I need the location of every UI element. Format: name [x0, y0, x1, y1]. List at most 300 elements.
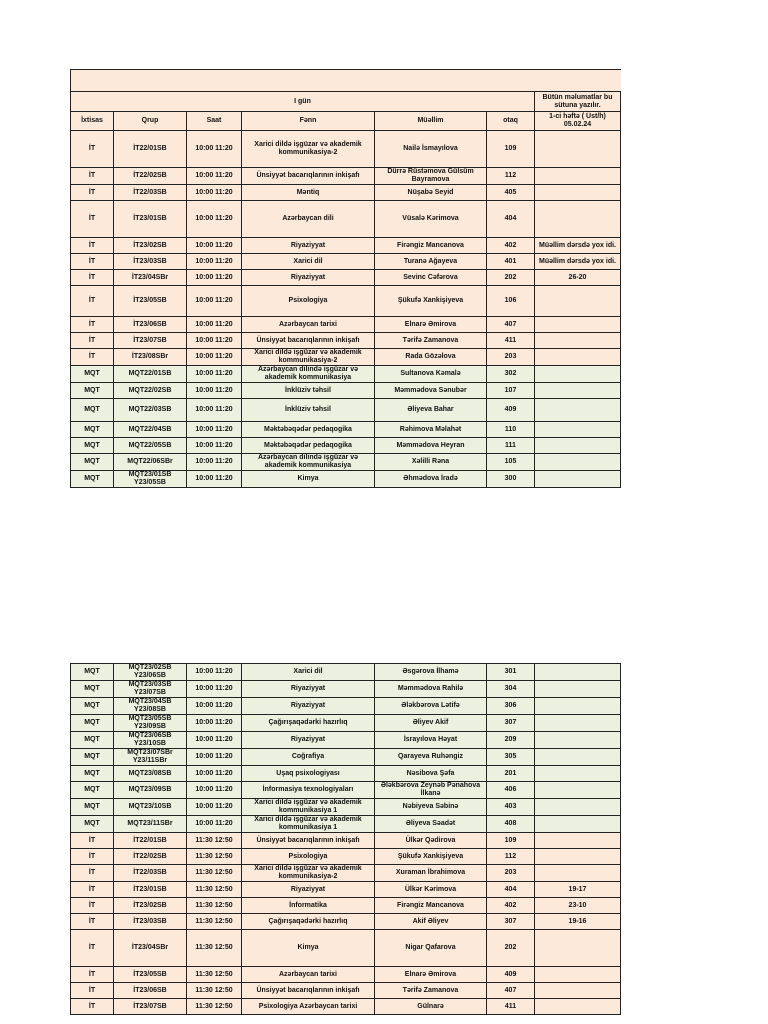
cell-qrup: İT23/02SB [114, 238, 187, 254]
cell-otaq: 409 [487, 399, 535, 422]
cell-qeyd [535, 317, 621, 333]
cell-fenn: Ünsiyyət bacarıqlarının inkişafı [242, 833, 375, 849]
cell-saat: 10:00 11:20 [187, 732, 242, 749]
table-row [71, 270, 621, 286]
cell-qrup: MQT22/05SB [114, 438, 187, 454]
cell-saat: 10:00 11:20 [187, 131, 242, 168]
cell-qrup: İT23/01SB [114, 201, 187, 238]
cell-qrup: MQT23/11SBr [114, 816, 187, 833]
cell-muellim: Qarayeva Ruhəngiz [375, 749, 487, 766]
cell-fenn: Məntiq [242, 185, 375, 201]
cell-muellim: Ələkbərova Zeynəb Pənahova İlkanə [375, 782, 487, 799]
table-row [71, 317, 621, 333]
day-title: I gün [71, 92, 535, 112]
cell-muellim: Xuraman İbrahimova [375, 865, 487, 882]
cell-muellim: Dürrə Rüstəmova Gülsüm Bayramova [375, 168, 487, 185]
cell-otaq: 407 [487, 983, 535, 999]
cell-fenn: Psixologiya Azərbaycan tarixi [242, 999, 375, 1015]
cell-qeyd [535, 349, 621, 366]
col-ixtisas: İxtisas [71, 112, 114, 131]
cell-ixtisas: İT [71, 898, 114, 914]
cell-otaq: 411 [487, 999, 535, 1015]
cell-qrup: İT22/03SB [114, 185, 187, 201]
cell-ixtisas: MQT [71, 715, 114, 732]
cell-fenn: Xarici dildə işgüzar və akademik kommunikasiya 1 [242, 799, 375, 816]
cell-saat: 11:30 12:50 [187, 865, 242, 882]
cell-muellim: Əliyeva Səadət [375, 816, 487, 833]
col-otaq: otaq [487, 112, 535, 131]
cell-otaq: 107 [487, 383, 535, 399]
cell-muellim: Firəngiz Mancanova [375, 238, 487, 254]
cell-otaq: 404 [487, 882, 535, 898]
cell-saat: 11:30 12:50 [187, 999, 242, 1015]
cell-qeyd [535, 799, 621, 816]
cell-muellim: Əliyeva Bahar [375, 399, 487, 422]
cell-qrup: MQT23/08SB [114, 766, 187, 782]
table-row [71, 471, 621, 488]
cell-qeyd [535, 715, 621, 732]
cell-qrup: MQT23/05SB Y23/09SB [114, 715, 187, 732]
cell-ixtisas: İT [71, 849, 114, 865]
cell-qeyd [535, 849, 621, 865]
cell-qrup: İT23/08SBr [114, 349, 187, 366]
table-row [71, 454, 621, 471]
blank-header-row [71, 70, 621, 92]
cell-ixtisas: İT [71, 914, 114, 930]
cell-qeyd [535, 333, 621, 349]
cell-fenn: Coğrafiya [242, 749, 375, 766]
cell-saat: 11:30 12:50 [187, 967, 242, 983]
cell-ixtisas: MQT [71, 399, 114, 422]
col-fenn: Fənn [242, 112, 375, 131]
cell-muellim: Elnarə Əmirova [375, 317, 487, 333]
cell-saat: 10:00 11:20 [187, 471, 242, 488]
cell-fenn: Çağırışaqədərki hazırlıq [242, 914, 375, 930]
table-row [71, 698, 621, 715]
schedule-table-bottom [70, 663, 621, 1015]
cell-qeyd [535, 399, 621, 422]
cell-fenn: Psixologiya [242, 286, 375, 317]
cell-fenn: İnklüziv təhsil [242, 399, 375, 422]
cell-fenn: Xarici dil [242, 254, 375, 270]
cell-muellim: Şükufə Xankişiyeva [375, 849, 487, 865]
cell-ixtisas: İT [71, 185, 114, 201]
cell-muellim: Əliyev Akif [375, 715, 487, 732]
cell-otaq: 306 [487, 698, 535, 715]
cell-fenn: Kimya [242, 930, 375, 967]
table-row [71, 201, 621, 238]
table-row [71, 254, 621, 270]
cell-ixtisas: İT [71, 238, 114, 254]
cell-muellim: Tərifə Zamanova [375, 333, 487, 349]
cell-fenn: Riyaziyyat [242, 681, 375, 698]
table-row [71, 185, 621, 201]
cell-fenn: Xarici dildə işgüzar və akademik kommunikasiya-2 [242, 131, 375, 168]
table-row [71, 999, 621, 1015]
cell-otaq: 112 [487, 168, 535, 185]
cell-ixtisas: MQT [71, 749, 114, 766]
column-header-row [71, 112, 621, 131]
cell-qeyd [535, 185, 621, 201]
cell-ixtisas: MQT [71, 732, 114, 749]
cell-ixtisas: MQT [71, 664, 114, 681]
cell-ixtisas: MQT [71, 438, 114, 454]
cell-ixtisas: İT [71, 833, 114, 849]
cell-ixtisas: İT [71, 882, 114, 898]
table-row [71, 664, 621, 681]
cell-ixtisas: MQT [71, 799, 114, 816]
cell-qeyd [535, 471, 621, 488]
cell-otaq: 409 [487, 967, 535, 983]
cell-qeyd [535, 454, 621, 471]
cell-ixtisas: İT [71, 333, 114, 349]
cell-saat: 10:00 11:20 [187, 201, 242, 238]
table-row [71, 833, 621, 849]
cell-qrup: İT22/01SB [114, 833, 187, 849]
cell-ixtisas: İT [71, 168, 114, 185]
cell-qrup: MQT22/01SB [114, 366, 187, 383]
cell-fenn: Riyaziyyat [242, 238, 375, 254]
cell-otaq: 202 [487, 270, 535, 286]
cell-fenn: Ünsiyyət bacarıqlarının inkişafı [242, 168, 375, 185]
cell-saat: 10:00 11:20 [187, 254, 242, 270]
cell-otaq: 305 [487, 749, 535, 766]
cell-muellim: Nailə İsmayılova [375, 131, 487, 168]
cell-saat: 11:30 12:50 [187, 898, 242, 914]
cell-qrup: İT23/02SB [114, 898, 187, 914]
cell-ixtisas: MQT [71, 681, 114, 698]
cell-fenn: Azərbaycan dilində işgüzar və akademik kommunikasiya [242, 454, 375, 471]
cell-qrup: MQT22/02SB [114, 383, 187, 399]
cell-otaq: 307 [487, 715, 535, 732]
cell-qeyd [535, 131, 621, 168]
cell-otaq: 112 [487, 849, 535, 865]
cell-qeyd [535, 286, 621, 317]
cell-muellim: Əsgərova İlhamə [375, 664, 487, 681]
cell-muellim: Ülkər Kərimova [375, 882, 487, 898]
col-saat: Saat [187, 112, 242, 131]
cell-qrup: İT23/05SB [114, 967, 187, 983]
cell-otaq: 307 [487, 914, 535, 930]
cell-otaq: 405 [487, 185, 535, 201]
cell-saat: 10:00 11:20 [187, 185, 242, 201]
cell-otaq: 110 [487, 422, 535, 438]
cell-muellim: Firəngiz Mancanova [375, 898, 487, 914]
cell-muellim: Tərifə Zamanova [375, 983, 487, 999]
cell-fenn: Xarici dildə işgüzar və akademik kommunikasiya 1 [242, 816, 375, 833]
cell-ixtisas: İT [71, 131, 114, 168]
cell-muellim: İsrayılova Həyat [375, 732, 487, 749]
cell-qeyd: 19-16 [535, 914, 621, 930]
cell-qeyd [535, 366, 621, 383]
cell-saat: 10:00 11:20 [187, 238, 242, 254]
cell-saat: 10:00 11:20 [187, 399, 242, 422]
cell-ixtisas: MQT [71, 454, 114, 471]
cell-ixtisas: İT [71, 317, 114, 333]
cell-saat: 10:00 11:20 [187, 454, 242, 471]
cell-fenn: Məktəbəqədər pedaqogika [242, 438, 375, 454]
col-qrup: Qrup [114, 112, 187, 131]
cell-qrup: MQT22/03SB [114, 399, 187, 422]
cell-qrup: İT22/01SB [114, 131, 187, 168]
cell-ixtisas: MQT [71, 366, 114, 383]
cell-qrup: İT22/02SB [114, 168, 187, 185]
cell-qrup: MQT23/02SB Y23/06SB [114, 664, 187, 681]
cell-saat: 10:00 11:20 [187, 715, 242, 732]
cell-saat: 10:00 11:20 [187, 698, 242, 715]
cell-fenn: Xarici dil [242, 664, 375, 681]
cell-muellim: Nigar Qafarova [375, 930, 487, 967]
cell-saat: 10:00 11:20 [187, 816, 242, 833]
table-row [71, 681, 621, 698]
table-row [71, 816, 621, 833]
cell-muellim: Sultanova Kəmalə [375, 366, 487, 383]
table-row [71, 914, 621, 930]
cell-ixtisas: İT [71, 254, 114, 270]
cell-ixtisas: MQT [71, 816, 114, 833]
cell-qrup: İT23/05SB [114, 286, 187, 317]
table-row [71, 422, 621, 438]
cell-saat: 11:30 12:50 [187, 930, 242, 967]
cell-muellim: Əhmədova İradə [375, 471, 487, 488]
week-label: 1-ci həftə ( Üst/h) 05.02.24 [535, 112, 621, 131]
cell-qeyd [535, 983, 621, 999]
cell-fenn: Çağırışaqədərki hazırlıq [242, 715, 375, 732]
table-row [71, 715, 621, 732]
cell-muellim: Turanə Ağayeva [375, 254, 487, 270]
cell-ixtisas: MQT [71, 471, 114, 488]
cell-ixtisas: MQT [71, 782, 114, 799]
cell-saat: 10:00 11:20 [187, 366, 242, 383]
cell-qeyd [535, 816, 621, 833]
cell-qeyd [535, 782, 621, 799]
cell-saat: 10:00 11:20 [187, 349, 242, 366]
table-row [71, 286, 621, 317]
cell-qrup: İT23/06SB [114, 983, 187, 999]
cell-ixtisas: İT [71, 201, 114, 238]
cell-muellim: Akif Əliyev [375, 914, 487, 930]
table-row [71, 238, 621, 254]
cell-muellim: Gülnarə [375, 999, 487, 1015]
cell-qrup: İT22/03SB [114, 865, 187, 882]
cell-saat: 10:00 11:20 [187, 317, 242, 333]
cell-saat: 10:00 11:20 [187, 438, 242, 454]
cell-fenn: İnklüziv təhsil [242, 383, 375, 399]
table-row [71, 967, 621, 983]
cell-qrup: MQT22/06SBr [114, 454, 187, 471]
cell-muellim: Ülkər Qədirova [375, 833, 487, 849]
cell-muellim: Ələkbərova Lətifə [375, 698, 487, 715]
cell-fenn: İnformatika [242, 898, 375, 914]
cell-qeyd [535, 749, 621, 766]
cell-saat: 10:00 11:20 [187, 799, 242, 816]
cell-otaq: 109 [487, 131, 535, 168]
cell-qeyd [535, 698, 621, 715]
cell-saat: 11:30 12:50 [187, 882, 242, 898]
cell-qeyd: 23-10 [535, 898, 621, 914]
cell-saat: 11:30 12:50 [187, 914, 242, 930]
cell-otaq: 209 [487, 732, 535, 749]
cell-ixtisas: İT [71, 270, 114, 286]
cell-fenn: Azərbaycan dilində işgüzar və akademik kommunikasiya [242, 366, 375, 383]
cell-otaq: 402 [487, 238, 535, 254]
table-row [71, 930, 621, 967]
cell-fenn: Xarici dildə işgüzar və akademik kommunikasiya-2 [242, 865, 375, 882]
cell-otaq: 406 [487, 782, 535, 799]
cell-otaq: 301 [487, 664, 535, 681]
table-row [71, 383, 621, 399]
cell-saat: 11:30 12:50 [187, 833, 242, 849]
cell-fenn: Ünsiyyət bacarıqlarının inkişafı [242, 333, 375, 349]
cell-muellim: Xəlilli Rəna [375, 454, 487, 471]
cell-muellim: Rada Gözəlova [375, 349, 487, 366]
cell-fenn: Məktəbəqədər pedaqogika [242, 422, 375, 438]
cell-otaq: 402 [487, 898, 535, 914]
cell-ixtisas: MQT [71, 383, 114, 399]
cell-fenn: Xarici dildə işgüzar və akademik kommunikasiya-2 [242, 349, 375, 366]
cell-muellim: Nəbiyeva Səbinə [375, 799, 487, 816]
cell-qrup: MQT23/04SB Y23/08SB [114, 698, 187, 715]
cell-qrup: MQT23/01SB Y23/05SB [114, 471, 187, 488]
cell-qeyd [535, 681, 621, 698]
cell-qrup: MQT23/09SB [114, 782, 187, 799]
cell-otaq: 304 [487, 681, 535, 698]
cell-otaq: 411 [487, 333, 535, 349]
cell-otaq: 401 [487, 254, 535, 270]
cell-qrup: MQT23/07SBr Y23/11SBr [114, 749, 187, 766]
cell-qrup: İT23/07SB [114, 999, 187, 1015]
cell-saat: 10:00 11:20 [187, 749, 242, 766]
cell-otaq: 109 [487, 833, 535, 849]
cell-qrup: MQT23/10SB [114, 799, 187, 816]
cell-qeyd: Müəllim dərsdə yox idi. [535, 254, 621, 270]
table-row [71, 849, 621, 865]
cell-fenn: Psixologiya [242, 849, 375, 865]
cell-qrup: İT23/03SB [114, 254, 187, 270]
cell-saat: 10:00 11:20 [187, 168, 242, 185]
cell-qrup: İT23/07SB [114, 333, 187, 349]
table-row [71, 983, 621, 999]
cell-qeyd [535, 766, 621, 782]
table-row [71, 333, 621, 349]
cell-qeyd: Müəllim dərsdə yox idi. [535, 238, 621, 254]
cell-otaq: 202 [487, 930, 535, 967]
day-header-row [71, 92, 621, 112]
cell-muellim: Şükufə Xankişiyeva [375, 286, 487, 317]
cell-fenn: İnformasiya texnologiyaları [242, 782, 375, 799]
cell-qeyd [535, 967, 621, 983]
cell-ixtisas: MQT [71, 698, 114, 715]
cell-saat: 10:00 11:20 [187, 782, 242, 799]
cell-fenn: Uşaq psixologiyası [242, 766, 375, 782]
cell-saat: 11:30 12:50 [187, 849, 242, 865]
cell-otaq: 203 [487, 349, 535, 366]
table-row [71, 131, 621, 168]
cell-otaq: 105 [487, 454, 535, 471]
cell-fenn: Riyaziyyat [242, 882, 375, 898]
cell-qeyd [535, 732, 621, 749]
table-row [71, 732, 621, 749]
cell-ixtisas: MQT [71, 422, 114, 438]
table-row [71, 766, 621, 782]
cell-muellim: Nüşabə Seyid [375, 185, 487, 201]
table-row [71, 438, 621, 454]
cell-otaq: 407 [487, 317, 535, 333]
cell-qrup: İT23/04SBr [114, 930, 187, 967]
table-row [71, 399, 621, 422]
cell-otaq: 302 [487, 366, 535, 383]
cell-ixtisas: İT [71, 930, 114, 967]
table-row [71, 749, 621, 766]
table-row [71, 782, 621, 799]
cell-ixtisas: İT [71, 286, 114, 317]
schedule-table-top [70, 69, 621, 488]
cell-ixtisas: İT [71, 999, 114, 1015]
cell-fenn: Riyaziyyat [242, 270, 375, 286]
cell-muellim: Rəhimova Məlahət [375, 422, 487, 438]
cell-qrup: İT23/06SB [114, 317, 187, 333]
info-note: Bütün məlumatlar bu sütuna yazılır. [535, 92, 621, 112]
cell-saat: 11:30 12:50 [187, 983, 242, 999]
cell-fenn: Azərbaycan dili [242, 201, 375, 238]
cell-otaq: 203 [487, 865, 535, 882]
cell-qeyd [535, 865, 621, 882]
cell-ixtisas: İT [71, 349, 114, 366]
cell-ixtisas: MQT [71, 766, 114, 782]
cell-ixtisas: İT [71, 983, 114, 999]
cell-qrup: MQT22/04SB [114, 422, 187, 438]
cell-qeyd [535, 201, 621, 238]
cell-ixtisas: İT [71, 865, 114, 882]
cell-qeyd: 19-17 [535, 882, 621, 898]
cell-muellim: Elnarə Əmirova [375, 967, 487, 983]
cell-qeyd [535, 422, 621, 438]
cell-saat: 10:00 11:20 [187, 766, 242, 782]
table-row [71, 799, 621, 816]
cell-saat: 10:00 11:20 [187, 681, 242, 698]
table-row [71, 349, 621, 366]
cell-fenn: Riyaziyyat [242, 698, 375, 715]
cell-qeyd [535, 168, 621, 185]
cell-qeyd [535, 833, 621, 849]
cell-otaq: 404 [487, 201, 535, 238]
cell-saat: 10:00 11:20 [187, 270, 242, 286]
cell-fenn: Riyaziyyat [242, 732, 375, 749]
cell-qrup: MQT23/06SB Y23/10SB [114, 732, 187, 749]
cell-muellim: Vüsalə Kərimova [375, 201, 487, 238]
cell-muellim: Sevinc Cəfərova [375, 270, 487, 286]
cell-otaq: 201 [487, 766, 535, 782]
cell-otaq: 106 [487, 286, 535, 317]
cell-qrup: İT23/01SB [114, 882, 187, 898]
cell-fenn: Kimya [242, 471, 375, 488]
cell-saat: 10:00 11:20 [187, 383, 242, 399]
cell-qeyd [535, 999, 621, 1015]
cell-otaq: 403 [487, 799, 535, 816]
table-row [71, 882, 621, 898]
cell-muellim: Məmmədova Heyran [375, 438, 487, 454]
cell-qrup: İT23/03SB [114, 914, 187, 930]
cell-saat: 10:00 11:20 [187, 664, 242, 681]
table-row [71, 366, 621, 383]
cell-fenn: Azərbaycan tarixi [242, 317, 375, 333]
cell-qrup: İT23/04SBr [114, 270, 187, 286]
table-row [71, 168, 621, 185]
cell-otaq: 300 [487, 471, 535, 488]
cell-saat: 10:00 11:20 [187, 286, 242, 317]
cell-qeyd: 26-20 [535, 270, 621, 286]
cell-fenn: Azərbaycan tarixi [242, 967, 375, 983]
